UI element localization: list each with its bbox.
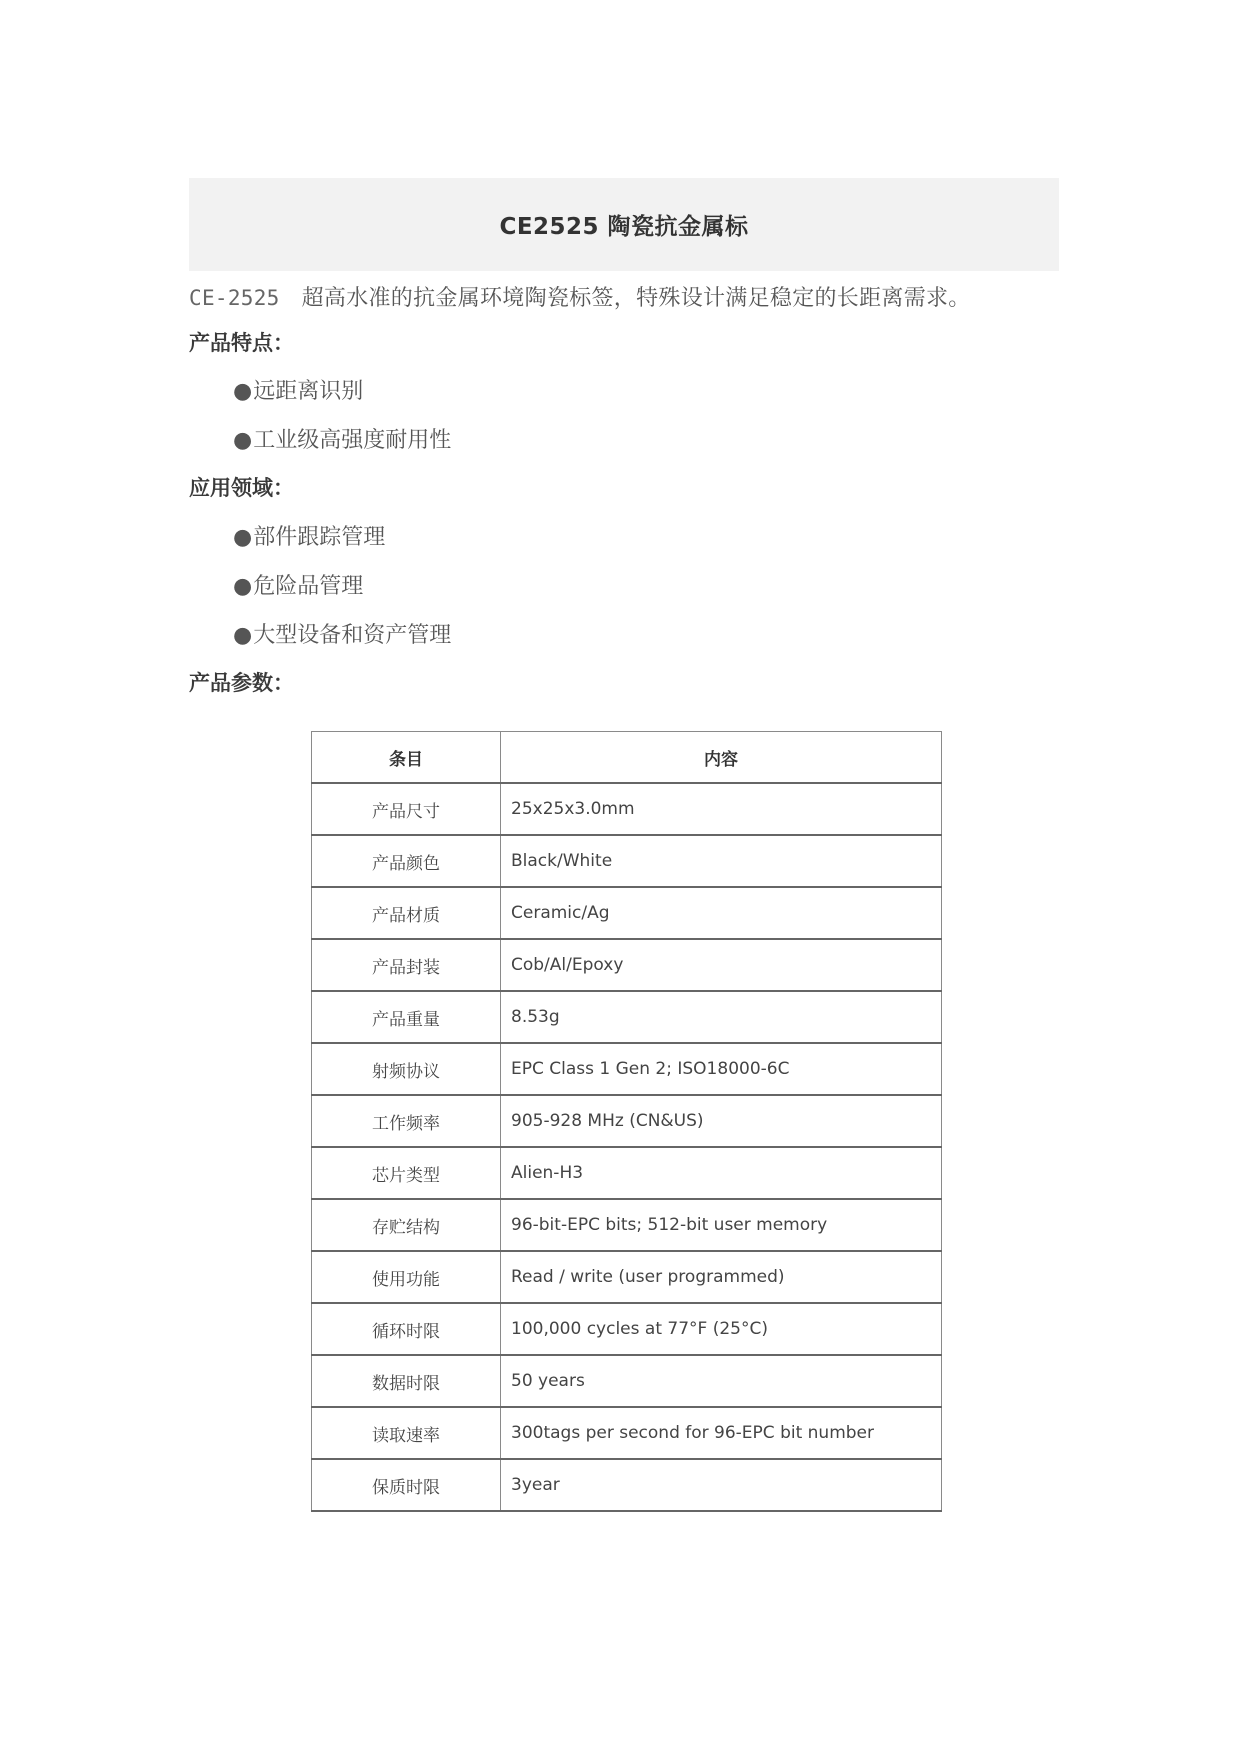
table-row — [312, 1043, 942, 1095]
table-row — [312, 1095, 942, 1147]
product-code: CE-2525 — [189, 286, 280, 310]
title-band — [189, 178, 1059, 271]
row-value: 300tags per second for 96-EPC bit number — [501, 1407, 942, 1459]
spec-table — [311, 731, 942, 1512]
row-key: 产品颜色 — [312, 835, 501, 887]
bullet-dot-icon: ● — [233, 428, 253, 453]
table-row — [312, 1303, 942, 1355]
row-key: 产品尺寸 — [312, 783, 501, 835]
page-title: CE2525 陶瓷抗金属标 — [499, 214, 749, 240]
table-row — [312, 835, 942, 887]
row-value: Ceramic/Ag — [501, 887, 942, 939]
table-row — [312, 991, 942, 1043]
row-key: 循环时限 — [312, 1303, 501, 1355]
row-value: 96-bit-EPC bits; 512-bit user memory — [501, 1199, 942, 1251]
row-key: 数据时限 — [312, 1355, 501, 1407]
row-value: 100,000 cycles at 77°F (25°C) — [501, 1303, 942, 1355]
applications-heading: 应用领域： — [189, 476, 294, 500]
params-heading: 产品参数： — [189, 671, 294, 695]
row-key: 读取速率 — [312, 1407, 501, 1459]
row-value: 25x25x3.0mm — [501, 783, 942, 835]
col-item-header: 条目 — [312, 732, 501, 784]
application-item: ●危险品管理 — [233, 574, 364, 599]
table-row — [312, 1199, 942, 1251]
row-value: EPC Class 1 Gen 2; ISO18000-6C — [501, 1043, 942, 1095]
feature-item: ●工业级高强度耐用性 — [233, 428, 452, 453]
row-value: Alien-H3 — [501, 1147, 942, 1199]
row-key: 产品材质 — [312, 887, 501, 939]
row-value: Cob/Al/Epoxy — [501, 939, 942, 991]
application-item: ●大型设备和资产管理 — [233, 623, 452, 648]
table-header-row — [312, 732, 942, 784]
row-key: 存贮结构 — [312, 1199, 501, 1251]
application-item: ●部件跟踪管理 — [233, 525, 386, 550]
table-row — [312, 1459, 942, 1511]
row-key: 保质时限 — [312, 1459, 501, 1511]
bullet-dot-icon: ● — [233, 574, 253, 599]
bullet-dot-icon: ● — [233, 525, 253, 550]
intro-paragraph — [189, 281, 971, 312]
row-key: 芯片类型 — [312, 1147, 501, 1199]
table-row — [312, 1251, 942, 1303]
row-key: 射频协议 — [312, 1043, 501, 1095]
row-key: 产品重量 — [312, 991, 501, 1043]
row-value: Read / write (user programmed) — [501, 1251, 942, 1303]
row-value: 3year — [501, 1459, 942, 1511]
table-row — [312, 887, 942, 939]
table-row — [312, 1407, 942, 1459]
features-heading: 产品特点： — [189, 331, 294, 355]
table-row — [312, 1355, 942, 1407]
table-row — [312, 939, 942, 991]
intro-text: 超高水准的抗金属环境陶瓷标签，特殊设计满足稳定的长距离需求。 — [301, 286, 971, 311]
row-key: 产品封装 — [312, 939, 501, 991]
table-row — [312, 783, 942, 835]
bullet-dot-icon: ● — [233, 379, 253, 404]
row-value: Black/White — [501, 835, 942, 887]
feature-item: ●远距离识别 — [233, 379, 364, 404]
row-value: 8.53g — [501, 991, 942, 1043]
row-key: 使用功能 — [312, 1251, 501, 1303]
row-value: 50 years — [501, 1355, 942, 1407]
table-row — [312, 1147, 942, 1199]
row-value: 905-928 MHz (CN&US) — [501, 1095, 942, 1147]
row-key: 工作频率 — [312, 1095, 501, 1147]
bullet-dot-icon: ● — [233, 623, 253, 648]
col-content-header: 内容 — [501, 732, 942, 784]
